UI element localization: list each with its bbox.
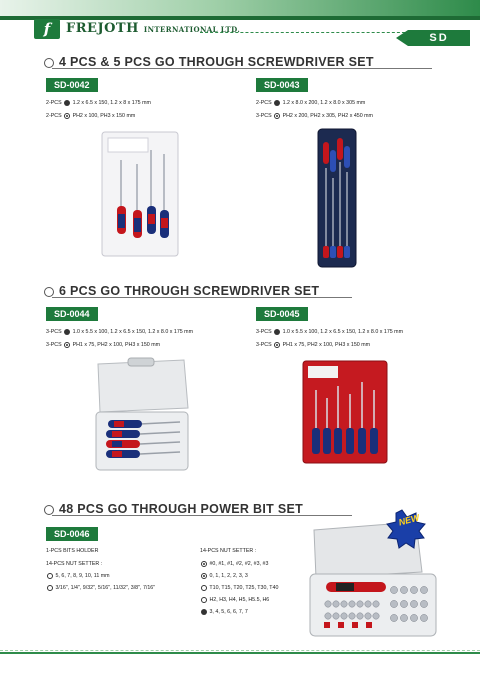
slotted-icon <box>64 329 70 335</box>
header-dark-band <box>0 16 480 20</box>
footer-rule <box>0 652 480 654</box>
section-rule-2 <box>52 297 352 298</box>
slotted-icon <box>201 609 207 615</box>
sd-0042-product-image <box>100 130 180 258</box>
product-code-badge: SD-0043 <box>256 78 308 92</box>
product-code-badge: SD-0045 <box>256 307 308 321</box>
sd-0046-product-image <box>306 508 446 638</box>
header-dashed-rule <box>200 32 410 33</box>
phillips-icon <box>201 561 207 567</box>
circle-icon <box>47 585 53 591</box>
slotted-icon <box>274 329 280 335</box>
spec-line: 5, 6, 7, 8, 9, 10, 11 mm <box>46 572 110 580</box>
nut-setter-heading: 14-PCS NUT SETTER : <box>46 561 103 567</box>
phillips-icon <box>64 342 70 348</box>
sd-0043-product-image <box>317 128 357 268</box>
brand-suffix: INTERNATIONAL LTD. <box>143 25 241 34</box>
pozi-icon <box>201 573 207 579</box>
slotted-icon <box>274 100 280 106</box>
section-title-2: 6 PCS GO THROUGH SCREWDRIVER SET <box>44 284 319 298</box>
spec-line: 0, 1, 1, 2, 2, 3, 3 <box>200 572 248 580</box>
phillips-icon <box>64 113 70 119</box>
product-code-badge: SD-0042 <box>46 78 98 92</box>
spec-line: #0, #1, #1, #2, #2, #3, #3 <box>200 560 268 568</box>
product-code-badge: SD-0044 <box>46 307 98 321</box>
sd-0045-product-image <box>302 360 388 464</box>
spec-line: 2-PCS 1.2 x 6.5 x 150, 1.2 x 8 x 175 mm <box>46 100 151 106</box>
spec-line: 3-PCS 1.0 x 5.5 x 100, 1.2 x 6.5 x 150, 1.2 x 8.0 x 175 mm <box>256 329 404 335</box>
phillips-icon <box>274 342 280 348</box>
spec-line: 3-PCS 1.0 x 5.5 x 100, 1.2 x 6.5 x 150, 1.2 x 8.0 x 175 mm <box>46 329 194 335</box>
circle-bullet-icon <box>44 287 54 297</box>
circle-icon <box>47 573 53 579</box>
section-title-1: 4 PCS & 5 PCS GO THROUGH SCREWDRIVER SET <box>44 55 374 69</box>
circle-bullet-icon <box>44 505 54 515</box>
spec-line: 3/16", 1/4", 9/32", 5/16", 11/32", 3/8", 7/16" <box>46 584 155 592</box>
holder-line: 1-PCS BITS HOLDER <box>46 548 99 554</box>
nut-setter-heading: 14-PCS NUT SETTER : <box>200 548 257 554</box>
spec-line: 3-PCS PH2 x 200, PH2 x 305, PH2 x 450 mm <box>256 113 373 119</box>
sd-0044-product-image <box>92 356 192 474</box>
section-title-3: 48 PCS GO THROUGH POWER BIT SET <box>44 502 303 516</box>
footer-dashed-rule <box>0 650 480 651</box>
product-code-badge: SD-0046 <box>46 527 98 541</box>
hex-icon <box>201 597 207 603</box>
phillips-icon <box>274 113 280 119</box>
torx-icon <box>201 585 207 591</box>
spec-line: 3, 4, 5, 6, 6, 7, 7 <box>200 608 248 616</box>
brand-name: FREJOTH INTERNATIONAL LTD. <box>66 21 241 36</box>
brand-logo: f <box>34 19 60 39</box>
new-badge: NEW <box>397 512 421 528</box>
header-top-band <box>0 0 480 16</box>
spec-line: T10, T15, T20, T25, T30, T40 <box>200 584 278 592</box>
section-rule-1 <box>52 68 432 69</box>
spec-line: 3-PCS PH1 x 75, PH2 x 100, PH3 x 150 mm <box>256 342 371 348</box>
spec-line: 2-PCS PH2 x 100, PH3 x 150 mm <box>46 113 136 119</box>
circle-bullet-icon <box>44 58 54 68</box>
spec-line: 2-PCS 1.2 x 8.0 x 200, 1.2 x 8.0 x 305 mm <box>256 100 366 106</box>
slotted-icon <box>64 100 70 106</box>
category-tab: SD <box>408 30 470 46</box>
spec-line: H2, H3, H4, H5, H5.5, H6 <box>200 596 269 604</box>
spec-line: 3-PCS PH1 x 75, PH2 x 100, PH3 x 150 mm <box>46 342 161 348</box>
